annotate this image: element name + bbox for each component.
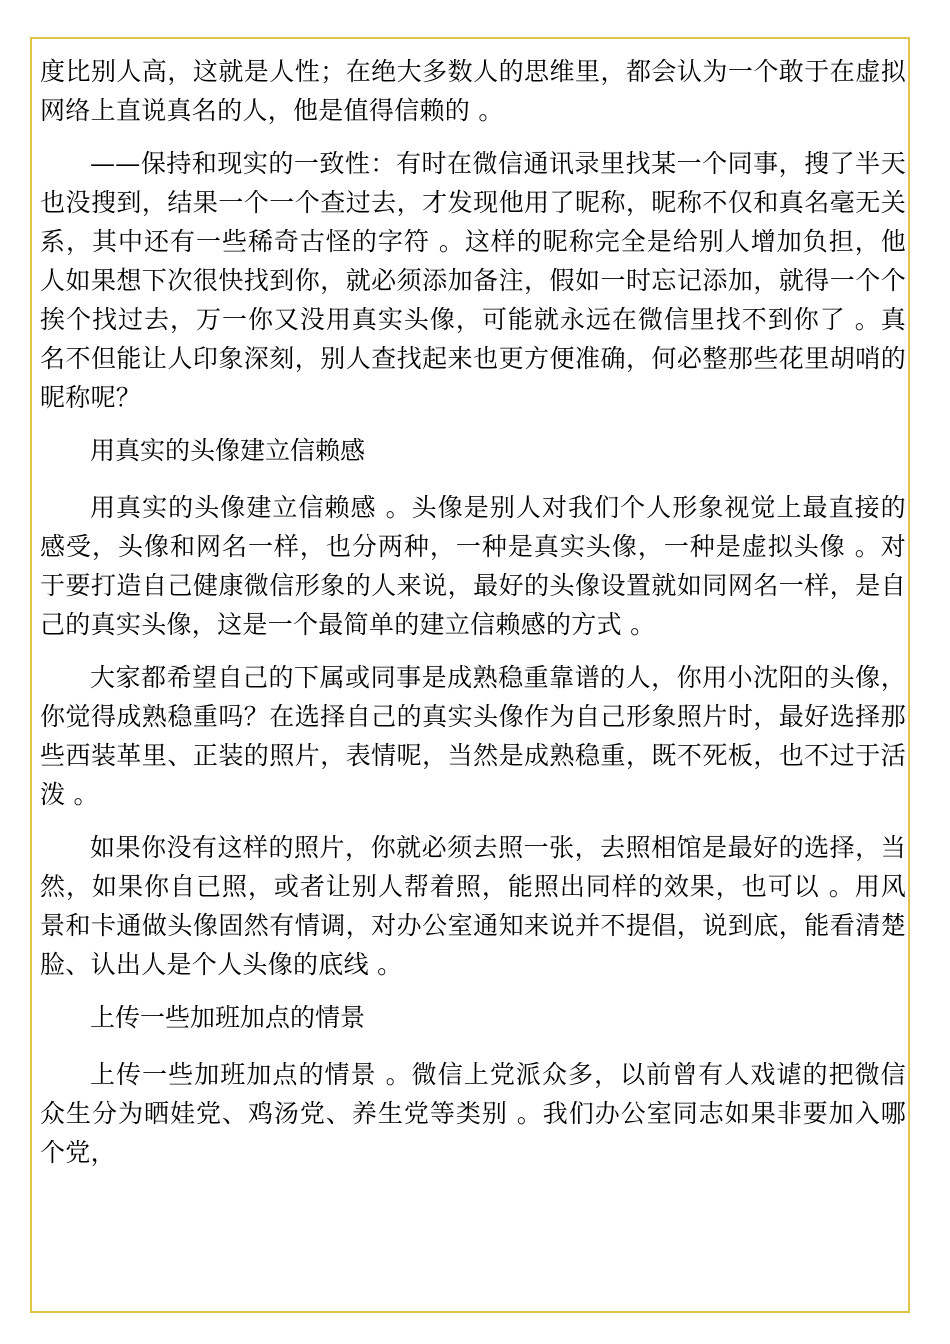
section-heading-overtime: 上传一些加班加点的情景 [90,1003,366,1032]
paragraph-5: 如果你没有这样的照片，你就必须去照一张，去照相馆是最好的选择，当然，如果你自已照，或者让别人帮着照，能照出同样的效果，也可以 。用风景和卡通做头像固然有情调，对办公室通知来说并不提倡，说到底，能看清楚脸、认出人是个人头像的底线 。 [40,833,906,979]
document-body [40,52,906,1186]
section-heading-avatar: 用真实的头像建立信赖感 [90,436,366,465]
paragraph-6: 上传一些加班加点的情景 。微信上党派众多，以前曾有人戏谑的把微信众生分为晒娃党、鸡汤党、养生党等类别 。我们办公室同志如果非要加入哪个党， [40,1060,906,1167]
paragraph-3: 用真实的头像建立信赖感 。头像是别人对我们个人形象视觉上最直接的感受，头像和网名一样，也分两种，一种是真实头像，一种是虚拟头像 。对于要打造自己健康微信形象的人来说，最好的头像设置就如同网名一样，是自己的真实头像，这是一个最简单的建立信赖感的方式 。 [40,493,906,639]
paragraph-2: ——保持和现实的一致性：有时在微信通讯录里找某一个同事，搜了半天也没搜到，结果一个一个查过去，才发现他用了昵称，昵称不仅和真名毫无关系，其中还有一些稀奇古怪的字符 。这样的昵称完全是给别人增加负担，他人如果想下次很快找到你，就必须添加备注，假如一时忘记添加，就得一个个挨个找过去，万一你又没用真实头像，可能就永远在微信里找不到你了 。真名不但能让人印象深刻，别人查找起来也更方便准确，何必整那些花里胡哨的昵称呢？ [40,149,906,412]
paragraph-4: 大家都希望自己的下属或同事是成熟稳重靠谱的人，你用小沈阳的头像，你觉得成熟稳重吗？在选择自己的真实头像作为自己形象照片时，最好选择那些西装革里、正装的照片，表情呢，当然是成熟稳重，既不死板，也不过于活泼 。 [40,663,906,809]
paragraph-1: 度比别人高，这就是人性；在绝大多数人的思维里，都会认为一个敢于在虚拟网络上直说真名的人，他是值得信赖的 。 [40,57,906,125]
